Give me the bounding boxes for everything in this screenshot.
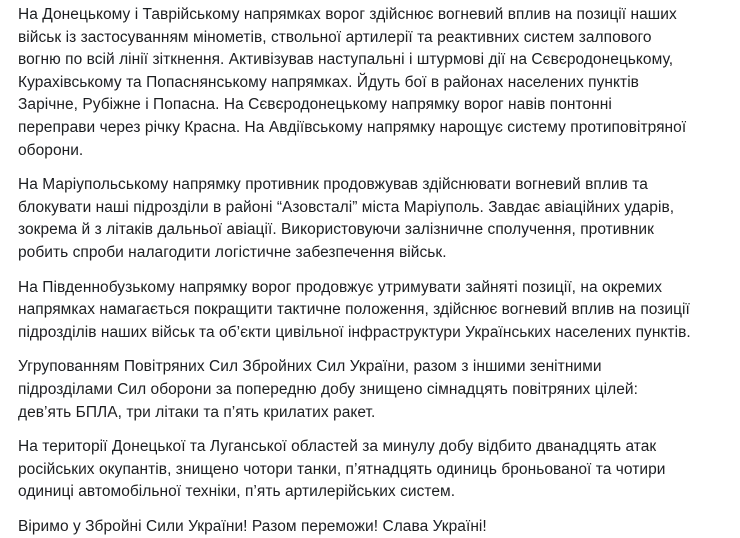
text-line: вогню по всій лінії зіткнення. Активізував наступальні і штурмові дії на Сєвєродонецькому,	[18, 51, 674, 69]
text-line: дев’ять БПЛА, три літаки та п’ять крилатих ракет.	[18, 403, 376, 421]
text-line: На Маріупольському напрямку противник продовжував здійснювати вогневий вплив та	[18, 176, 648, 194]
text-line: зокрема й з літаків дальньої авіації. Використовуючи залізничне сполучення, противник	[18, 221, 654, 239]
text-line: На території Донецької та Луганської областей за минулу добу відбито дванадцять атак	[18, 438, 657, 456]
text-line: Зарічне, Рубіжне і Попасна. На Сєвєродонецькому напрямку ворог навів понтонні	[18, 96, 612, 114]
paragraph-air-force	[18, 356, 740, 424]
text-line: підрозділів наших військ та об’єкти цивільної інфраструктури Українських населених пунктів.	[18, 323, 691, 341]
text-line: На Донецькому і Таврійському напрямках ворог здійснює вогневий вплив на позиції наших	[18, 6, 677, 23]
text-line: Угрупованням Повітряних Сил Збройних Сил України, разом з іншими зенітними	[18, 358, 602, 376]
text-line: блокувати наші підрозділи в районі “Азовсталі” міста Маріуполь. Завдає авіаційних ударів,	[18, 198, 675, 216]
paragraph-mariupol	[18, 174, 740, 264]
text-line: На Південнобузькому напрямку ворог продовжує утримувати зайняті позиції, на окремих	[18, 278, 663, 296]
paragraph-closing	[18, 516, 740, 538]
paragraph-donetsk-luhansk	[18, 436, 740, 504]
text-line: переправи через річку Красна. На Авдіївському напрямку нарощує систему протиповітряної	[18, 118, 687, 136]
text-line: російських окупантів, знищено чотори танки, п’ятнадцять одиниць броньованої та чотири	[18, 460, 666, 478]
text-line: робить спроби налагодити логістичне забезпечення військ.	[18, 243, 447, 261]
paragraph-pivdennobuzkyi	[18, 277, 740, 345]
text-line: Віримо у Збройні Сили України! Разом переможи! Слава Україні!	[18, 517, 487, 535]
text-line: військ із застосуванням мінометів, ствольної артилерії та реактивних систем залпового	[18, 28, 652, 46]
text-line: Курахівському та Попаснянському напрямках. Йдуть бої в районах населених пунктів	[18, 73, 639, 91]
text-line: підрозділами Сил оборони за попередню добу знищено сімнадцять повітряних цілей:	[18, 380, 638, 398]
text-line: напрямках намагається покращити тактичне положення, здійснює вогневий вплив на позиції	[18, 301, 690, 319]
text-line: оборони.	[18, 141, 84, 159]
text-line: одиниці автомобільної техніки, п’ять артилерійських систем.	[18, 483, 456, 501]
paragraph-donetsk-tavria	[18, 4, 740, 162]
